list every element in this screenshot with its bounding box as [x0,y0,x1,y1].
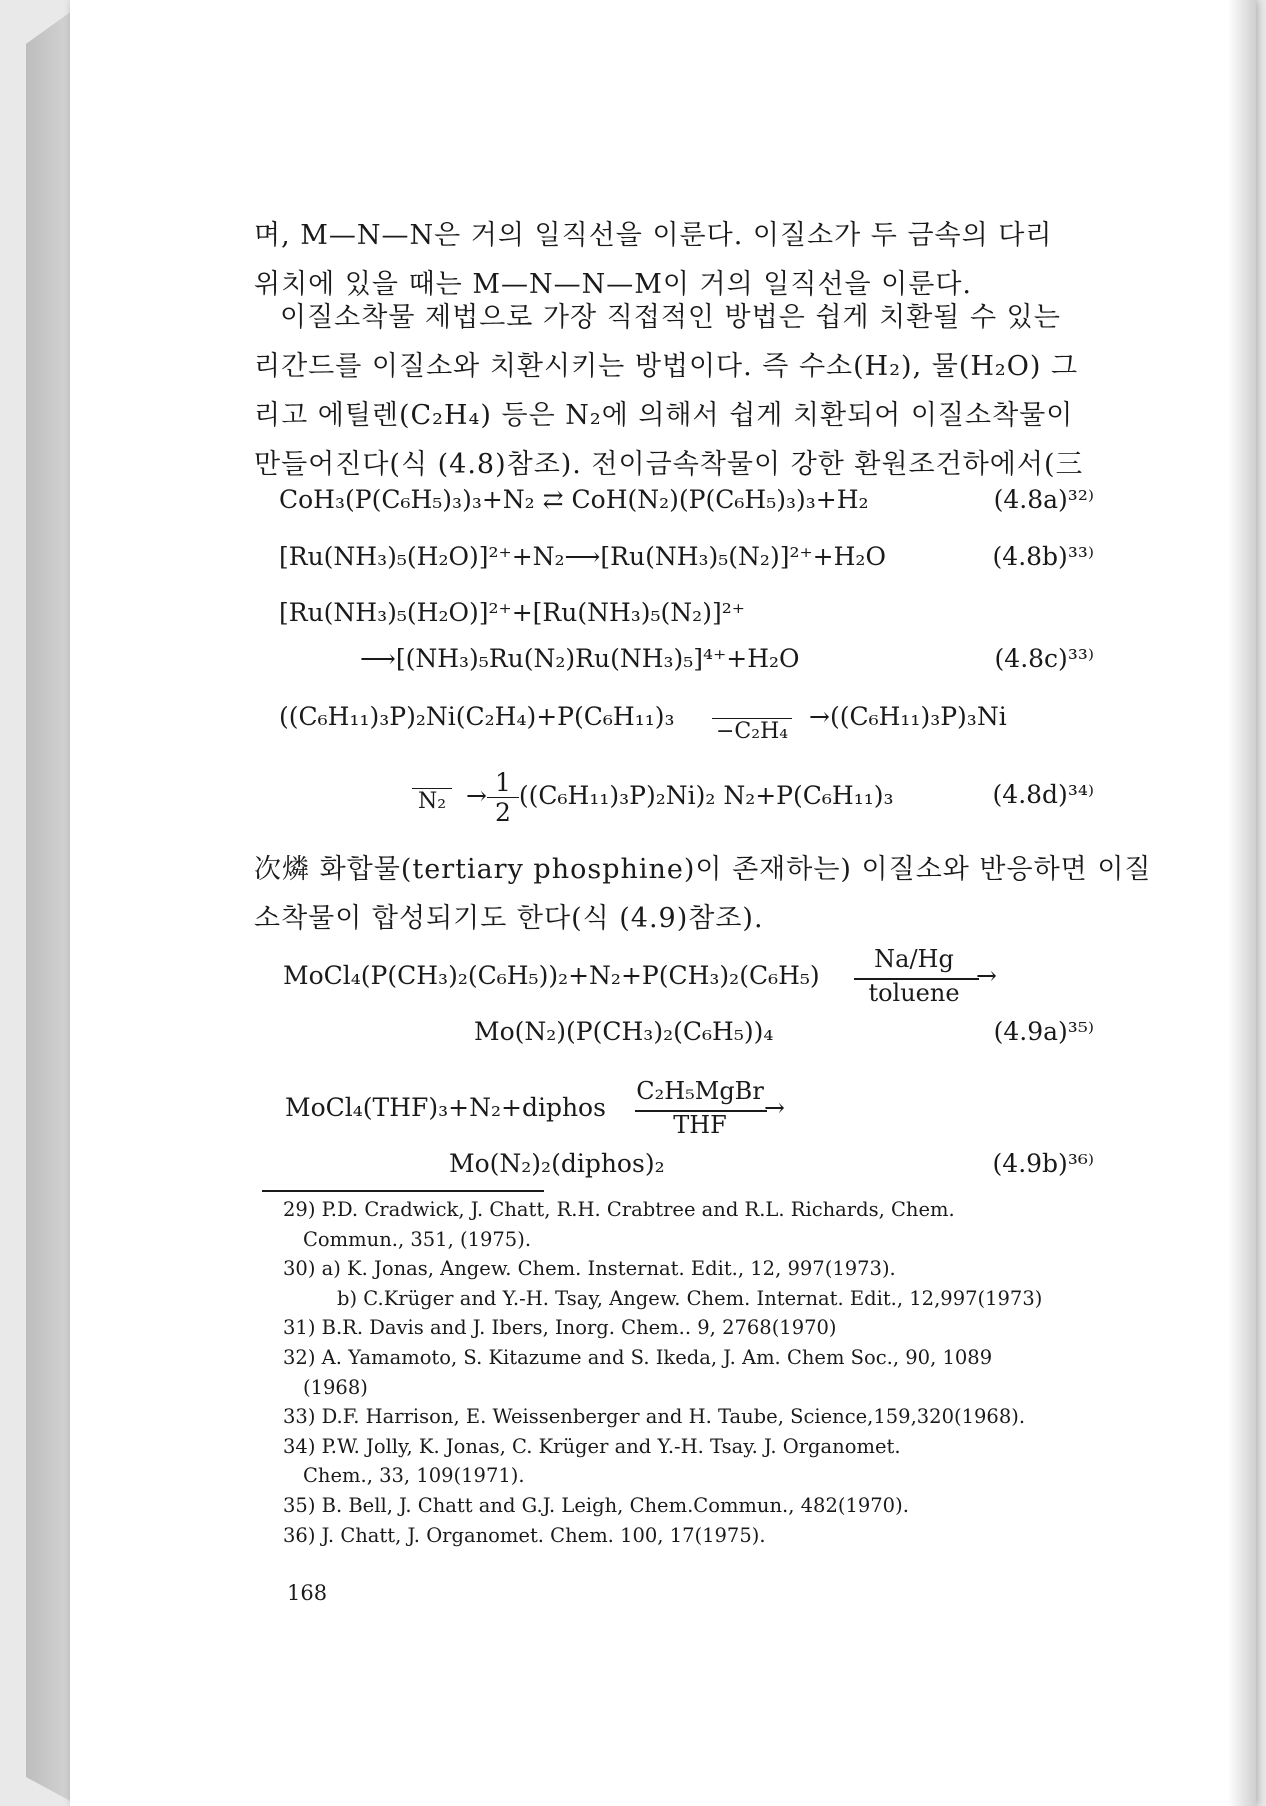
reference-31: 31) B.R. Davis and J. Ibers, Inorg. Chem.. 9, 2768(1970) [283,1316,837,1340]
page-number: 168 [287,1581,328,1605]
reference-continuation: (1968) [303,1375,368,1399]
footnote-divider [262,1190,544,1192]
page-edge-shadow [1228,0,1256,1806]
text-line: 次燐 화합물(tertiary phosphine)이 존재하는) 이질소와 반응하면 이질 [254,854,1152,885]
equation-4-8b [254,542,1094,578]
equation-line: [Ru(NH₃)₅(H₂O)]²⁺+[Ru(NH₃)₅(N₂)]²⁺ [279,598,745,627]
reference-30b: b) C.Krüger and Y.-H. Tsay, Angew. Chem. Internat. Edit., 12,997(1973) [337,1286,1043,1310]
equation-expression: CoH₃(P(C₆H₅)₃)₃+N₂ ⇄ CoH(N₂)(P(C₆H₅)₃)₃+H₂ [279,485,869,514]
equation-line: Mo(N₂)₂(diphos)₂ [449,1149,665,1178]
reference-35: 35) B. Bell, J. Chatt and G.J. Leigh, Chem.Commun., 482(1970). [283,1493,909,1517]
reference-30a: 30) a) K. Jonas, Angew. Chem. Insternat. Edit., 12, 997(1973). [283,1257,896,1281]
arrow-label: N₂ [412,788,452,814]
equation-number: (4.8b)³³⁾ [992,542,1094,571]
reference-continuation: Commun., 351, (1975). [303,1227,532,1251]
equation-line [466,768,894,827]
equation-4-9b [254,1077,1094,1187]
arrow-top-label: Na/Hg [874,945,954,973]
paragraph-3 [254,845,1152,943]
text-line: 이질소착물 제법으로 가장 직접적인 방법은 쉽게 치환될 수 있는 [280,302,1061,333]
equation-4-8c [254,598,1094,678]
text-line: 리고 에틸렌(C₂H₄) 등은 N₂에 의해서 쉽게 치환되어 이질소착물이 [254,400,1074,431]
fraction-numerator: 1 [487,768,519,798]
equation-number: (4.8a)³²⁾ [993,485,1094,514]
equation-line: ((C₆H₁₁)₃P)₂Ni(C₂H₄)+P(C₆H₁₁)₃ [279,702,675,731]
equation-number: (4.8d)³⁴⁾ [992,780,1094,809]
equation-line: →((C₆H₁₁)₃P)₃Ni [809,702,1007,731]
book-spine [26,8,76,1804]
equation-line: MoCl₄(THF)₃+N₂+diphos [285,1093,606,1122]
equation-line: MoCl₄(P(CH₃)₂(C₆H₅))₂+N₂+P(CH₃)₂(C₆H₅) [283,961,820,990]
arrow-icon: → [764,1093,785,1122]
reference-36: 36) J. Chatt, J. Organomet. Chem. 100, 17(1975). [283,1523,766,1547]
arrow-bottom-label: THF [673,1111,727,1139]
equation-number: (4.9a)³⁵⁾ [993,1017,1094,1046]
arrow-top-label: C₂H₅MgBr [636,1077,764,1105]
reference-29: 29) P.D. Cradwick, J. Chatt, R.H. Crabtree and R.L. Richards, Chem. [283,1198,955,1221]
reference-32: 32) A. Yamamoto, S. Kitazume and S. Ikeda, J. Am. Chem Soc., 90, 1089 [283,1345,993,1369]
paragraph-2 [254,293,1094,489]
text-line: 며, M—N—N은 거의 일직선을 이룬다. 이질소가 두 금속의 다리 [254,220,1053,251]
text-line: 만들어진다(식 (4.8)참조). 전이금속착물이 강한 환원조건하에서(三 [254,449,1084,480]
arrow-icon: → [466,781,487,810]
equation-4-9a [254,945,1094,1055]
reference-33: 33) D.F. Harrison, E. Weissenberger and H. Taube, Science,159,320(1968). [283,1405,1026,1429]
reference-34: 34) P.W. Jolly, K. Jonas, C. Krüger and Y.-H. Tsay. J. Organomet. [283,1434,901,1458]
arrow-label: −C₂H₄ [712,718,792,744]
fraction [487,768,519,827]
fraction-denominator: 2 [494,798,511,827]
text-line: 소착물이 합성되기도 한다(식 (4.9)참조). [254,903,764,934]
equation-number: (4.8c)³³⁾ [994,644,1094,673]
arrow-icon: → [976,961,997,990]
reference-continuation: Chem., 33, 109(1971). [303,1464,525,1488]
equation-expression: ((C₆H₁₁)₃P)₂Ni)₂ N₂+P(C₆H₁₁)₃ [518,781,894,810]
equation-line: ⟶[(NH₃)₅Ru(N₂)Ru(NH₃)₅]⁴⁺+H₂O [360,644,800,673]
arrow-bottom-label: toluene [868,979,960,1007]
equation-number: (4.9b)³⁶⁾ [992,1149,1094,1178]
equation-4-8a [254,485,1094,521]
equation-line: Mo(N₂)(P(CH₃)₂(C₆H₅))₄ [474,1017,774,1046]
equation-4-8d [254,702,1094,827]
text-line: 위치에 있을 때는 M—N—N—M이 거의 일직선을 이룬다. [254,269,973,300]
equation-expression: [Ru(NH₃)₅(H₂O)]²⁺+N₂⟶[Ru(NH₃)₅(N₂)]²⁺+H₂O [279,542,886,571]
text-line: 리간드를 이질소와 치환시키는 방법이다. 즉 수소(H₂), 물(H₂O) 그 [254,351,1079,382]
references [283,1195,1093,1550]
